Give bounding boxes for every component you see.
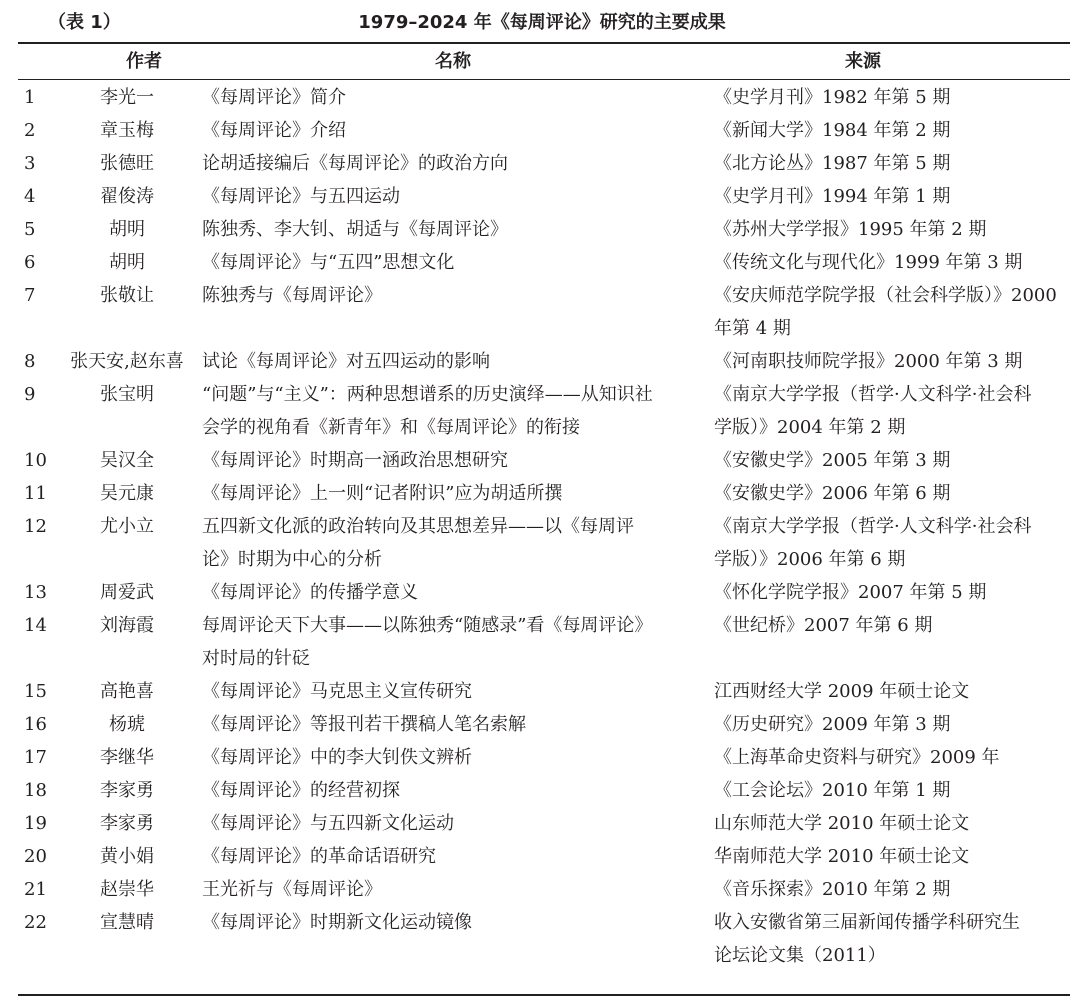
source-line: 江西财经大学 2009 年硕士论文: [714, 681, 970, 702]
table-body: [18, 81, 1070, 972]
title-line: 五四新文化派的政治转向及其思想差异——以《每周评: [202, 516, 634, 537]
column-header-source: 来源: [845, 51, 881, 72]
source-line: 《安庆师范学院学报（社会科学版）》2000: [714, 285, 1057, 306]
row-title: [200, 378, 714, 444]
source-line: 山东师范大学 2010 年硕士论文: [714, 813, 970, 834]
title-line: 《每周评论》中的李大钊佚文辨析: [202, 747, 472, 768]
table-row: [18, 576, 1070, 609]
title-line: 《每周评论》马克思主义宣传研究: [202, 681, 472, 702]
row-author: 胡明: [109, 219, 145, 240]
title-line: 《每周评论》介绍: [202, 120, 346, 141]
top-rule: [18, 42, 1070, 44]
table-row: [18, 180, 1070, 213]
row-author: 李家勇: [100, 813, 154, 834]
row-title: [200, 279, 714, 345]
row-number: 16: [24, 714, 47, 735]
table-row: [18, 378, 1070, 444]
row-author: 吴汉全: [100, 450, 154, 471]
row-author: 吴元康: [100, 483, 154, 504]
table-row: [18, 444, 1070, 477]
row-title: [200, 180, 714, 213]
row-author: 高艳喜: [100, 681, 154, 702]
source-line: 《安徽史学》2005 年第 3 期: [714, 450, 951, 471]
title-line: 《每周评论》时期新文化运动镜像: [202, 912, 472, 933]
table-header: [0, 0, 1084, 40]
title-line: 试论《每周评论》对五四运动的影响: [202, 351, 490, 372]
source-line: 《传统文化与现代化》1999 年第 3 期: [714, 252, 1023, 273]
row-source: [714, 81, 1070, 114]
title-line: 论胡适接编后《每周评论》的政治方向: [202, 153, 508, 174]
table-row: [18, 609, 1070, 675]
row-number: 9: [24, 384, 36, 405]
source-line: 《上海革命史资料与研究》2009 年: [714, 747, 1000, 768]
row-source: [714, 774, 1070, 807]
row-author: 胡明: [109, 252, 145, 273]
row-number: 2: [24, 120, 36, 141]
row-source: [714, 345, 1070, 378]
row-source: [714, 477, 1070, 510]
column-header-name: 名称: [435, 51, 471, 72]
source-line: 《南京大学学报（哲学·人文科学·社会科: [714, 384, 1032, 405]
table-row: [18, 510, 1070, 576]
row-author: 赵崇华: [100, 879, 154, 900]
table-row: [18, 114, 1070, 147]
title-line: 《每周评论》等报刊若干撰稿人笔名索解: [202, 714, 526, 735]
source-line: 年第 4 期: [714, 318, 791, 339]
row-author: 尤小立: [100, 516, 154, 537]
row-source: [714, 576, 1070, 609]
row-source: [714, 444, 1070, 477]
source-line: 学版）》2006 年第 6 期: [714, 549, 906, 570]
title-line: 《每周评论》的传播学意义: [202, 582, 418, 603]
table-label: （表 1）: [48, 12, 121, 33]
row-author: 宣慧晴: [100, 912, 154, 933]
table-row: [18, 81, 1070, 114]
row-number: 10: [24, 450, 47, 471]
bottom-rule: [18, 994, 1070, 996]
source-line: 《史学月刊》1994 年第 1 期: [714, 186, 951, 207]
table-row: [18, 477, 1070, 510]
title-line: 《每周评论》时期高一涵政治思想研究: [202, 450, 508, 471]
row-number: 7: [24, 285, 36, 306]
row-number: 5: [24, 219, 36, 240]
row-title: [200, 477, 714, 510]
column-header-row: [18, 46, 1070, 78]
row-source: [714, 510, 1070, 576]
source-line: 学版）》2004 年第 2 期: [714, 417, 906, 438]
row-source: [714, 378, 1070, 444]
row-source: [714, 246, 1070, 279]
title-line: 《每周评论》的革命话语研究: [202, 846, 436, 867]
source-line: 华南师范大学 2010 年硕士论文: [714, 846, 970, 867]
row-title: [200, 774, 714, 807]
source-line: 论坛论文集（2011）: [714, 945, 886, 966]
row-author: 李光一: [100, 87, 154, 108]
row-author: 黄小娟: [100, 846, 154, 867]
row-author: 张宝明: [100, 384, 154, 405]
row-number: 18: [24, 780, 47, 801]
source-line: 《新闻大学》1984 年第 2 期: [714, 120, 951, 141]
row-title: [200, 345, 714, 378]
source-line: 《南京大学学报（哲学·人文科学·社会科: [714, 516, 1032, 537]
source-line: 《音乐探索》2010 年第 2 期: [714, 879, 951, 900]
table-row: [18, 279, 1070, 345]
row-title: [200, 147, 714, 180]
table-row: [18, 906, 1070, 972]
table-row: [18, 147, 1070, 180]
row-source: [714, 279, 1070, 345]
title-line: 《每周评论》的经营初探: [202, 780, 400, 801]
source-line: 《苏州大学学报》1995 年第 2 期: [714, 219, 987, 240]
table-row: [18, 873, 1070, 906]
row-number: 4: [24, 186, 36, 207]
row-number: 1: [24, 87, 36, 108]
row-source: [714, 675, 1070, 708]
row-author: 李家勇: [100, 780, 154, 801]
row-author: 张天安,赵东喜: [70, 351, 184, 372]
row-title: [200, 114, 714, 147]
row-source: [714, 609, 1070, 675]
row-title: [200, 246, 714, 279]
source-line: 《工会论坛》2010 年第 1 期: [714, 780, 951, 801]
row-number: 17: [24, 747, 47, 768]
row-title: [200, 576, 714, 609]
row-number: 15: [24, 681, 47, 702]
table-row: [18, 807, 1070, 840]
source-line: 《世纪桥》2007 年第 6 期: [714, 615, 933, 636]
row-author: 张德旺: [100, 153, 154, 174]
row-source: [714, 873, 1070, 906]
title-line: 陈独秀与《每周评论》: [202, 285, 382, 306]
title-line: “问题”与“主义”：两种思想谱系的历史演绎——从知识社: [202, 384, 653, 405]
row-source: [714, 114, 1070, 147]
table-title: 1979–2024 年《每周评论》研究的主要成果: [358, 12, 726, 33]
row-author: 章玉梅: [100, 120, 154, 141]
row-title: [200, 213, 714, 246]
source-line: 《历史研究》2009 年第 3 期: [714, 714, 951, 735]
row-title: [200, 675, 714, 708]
row-number: 12: [24, 516, 47, 537]
table-row: [18, 708, 1070, 741]
title-line: 《每周评论》简介: [202, 87, 346, 108]
title-line: 《每周评论》与“五四”思想文化: [202, 252, 455, 273]
row-title: [200, 840, 714, 873]
row-number: 21: [24, 879, 47, 900]
row-title: [200, 708, 714, 741]
title-line: 论》时期为中心的分析: [202, 549, 382, 570]
row-source: [714, 180, 1070, 213]
row-source: [714, 741, 1070, 774]
row-title: [200, 807, 714, 840]
row-author: 刘海霞: [100, 615, 154, 636]
row-number: 14: [24, 615, 47, 636]
row-number: 8: [24, 351, 36, 372]
row-title: [200, 741, 714, 774]
title-line: 陈独秀、李大钊、胡适与《每周评论》: [202, 219, 508, 240]
row-title: [200, 81, 714, 114]
row-title: [200, 906, 714, 972]
title-line: 会学的视角看《新青年》和《每周评论》的衔接: [202, 417, 580, 438]
row-source: [714, 840, 1070, 873]
row-number: 11: [24, 483, 47, 504]
title-line: 每周评论天下大事——以陈独秀“随感录”看《每周评论》: [202, 615, 653, 636]
row-source: [714, 708, 1070, 741]
table-row: [18, 345, 1070, 378]
row-number: 6: [24, 252, 36, 273]
row-author: 翟俊涛: [100, 186, 154, 207]
row-number: 20: [24, 846, 47, 867]
title-line: 《每周评论》上一则“记者附识”应为胡适所撰: [202, 483, 563, 504]
row-source: [714, 213, 1070, 246]
source-line: 《史学月刊》1982 年第 5 期: [714, 87, 951, 108]
row-number: 19: [24, 813, 47, 834]
row-source: [714, 147, 1070, 180]
row-author: 李继华: [100, 747, 154, 768]
row-title: [200, 873, 714, 906]
row-title: [200, 510, 714, 576]
source-line: 收入安徽省第三届新闻传播学科研究生: [714, 912, 1020, 933]
row-number: 13: [24, 582, 47, 603]
table-row: [18, 213, 1070, 246]
row-source: [714, 906, 1070, 972]
row-number: 22: [24, 912, 47, 933]
row-author: 杨琥: [109, 714, 145, 735]
source-line: 《安徽史学》2006 年第 6 期: [714, 483, 951, 504]
source-line: 《北方论丛》1987 年第 5 期: [714, 153, 951, 174]
title-line: 《每周评论》与五四运动: [202, 186, 400, 207]
table-row: [18, 246, 1070, 279]
header-rule: [18, 79, 1070, 80]
table-row: [18, 840, 1070, 873]
title-line: 对时局的针砭: [202, 648, 310, 669]
row-author: 张敬让: [100, 285, 154, 306]
source-line: 《河南职技师院学报》2000 年第 3 期: [714, 351, 1023, 372]
row-title: [200, 609, 714, 675]
title-line: 《每周评论》与五四新文化运动: [202, 813, 454, 834]
row-source: [714, 807, 1070, 840]
table-row: [18, 774, 1070, 807]
title-line: 王光祈与《每周评论》: [202, 879, 382, 900]
row-title: [200, 444, 714, 477]
column-header-author: 作者: [126, 51, 162, 72]
source-line: 《怀化学院学报》2007 年第 5 期: [714, 582, 987, 603]
row-author: 周爱武: [100, 582, 154, 603]
table-row: [18, 675, 1070, 708]
row-number: 3: [24, 153, 36, 174]
table-row: [18, 741, 1070, 774]
